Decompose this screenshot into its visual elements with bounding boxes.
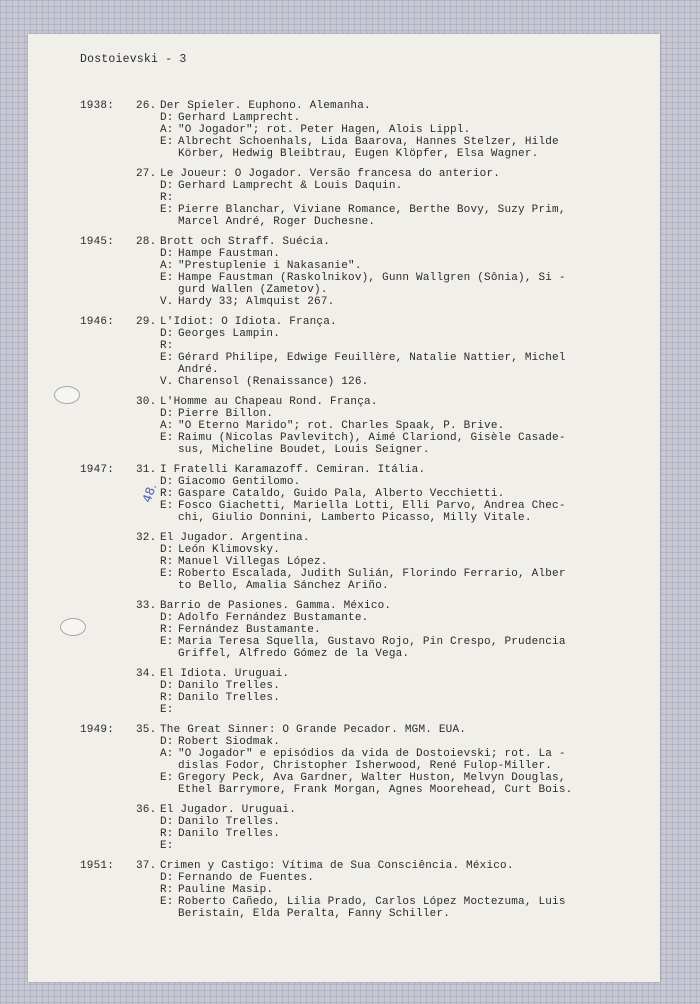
credit-value: Fosco Giachetti, Mariella Lotti, Elli Parvo, Andrea Chec-	[178, 500, 566, 512]
credit-key: D:	[160, 612, 174, 624]
film-entry	[80, 532, 572, 592]
credit-value: chi, Giulio Donnini, Lamberto Picasso, Milly Vitale.	[178, 512, 532, 524]
credit-line	[160, 444, 572, 456]
credit-line	[160, 352, 572, 364]
year-label: 1938:	[80, 100, 115, 112]
credit-value: Raimu (Nicolas Pavlevitch), Aimé Clariond, Gisèle Casade-	[178, 432, 566, 444]
credit-value: Manuel Villegas López.	[178, 556, 328, 568]
credit-key: R:	[160, 828, 174, 840]
credit-key: A:	[160, 124, 174, 136]
credit-key: D:	[160, 680, 174, 692]
film-entry	[80, 668, 572, 716]
year-label: 1947:	[80, 464, 115, 476]
credit-value: Beristain, Elda Peralta, Fanny Schiller.	[178, 908, 451, 920]
credit-line	[160, 692, 572, 704]
credit-line	[160, 580, 572, 592]
credit-value: Hampe Faustman (Raskolnikov), Gunn Wallgren (Sônia), Si -	[178, 272, 566, 284]
credit-value: Gregory Peck, Ava Gardner, Walter Huston, Melvyn Douglas,	[178, 772, 566, 784]
year-label: 1946:	[80, 316, 115, 328]
credit-line	[160, 748, 572, 760]
credit-line	[160, 340, 572, 352]
punch-hole-mark	[60, 618, 86, 636]
credit-key: E:	[160, 272, 174, 284]
film-title: El Jugador. Argentina.	[160, 532, 310, 544]
credit-value: Danilo Trelles.	[178, 828, 281, 840]
credit-key: A:	[160, 260, 174, 272]
credit-line	[160, 556, 572, 568]
entry-number: 32.	[136, 532, 157, 544]
film-title: El Idiota. Uruguai.	[160, 668, 290, 680]
film-title: Le Joueur: O Jogador. Versão francesa do anterior.	[160, 168, 501, 180]
credit-value: "O Jogador"; rot. Peter Hagen, Alois Lippl.	[178, 124, 471, 136]
year-label: 1945:	[80, 236, 115, 248]
credit-value: Gaspare Cataldo, Guido Pala, Alberto Vecchietti.	[178, 488, 505, 500]
credit-line	[160, 784, 572, 796]
punch-hole-mark	[54, 386, 80, 404]
handwritten-note: 48.	[139, 481, 160, 505]
credit-value: Danilo Trelles.	[178, 692, 281, 704]
credit-key: E:	[160, 896, 174, 908]
credit-line	[160, 260, 572, 272]
credit-key: E:	[160, 500, 174, 512]
credit-value: sus, Micheline Boudet, Louis Seigner.	[178, 444, 430, 456]
credit-value: Hardy 33; Almquist 267.	[178, 296, 335, 308]
entry-number: 29.	[136, 316, 157, 328]
credit-line	[160, 544, 572, 556]
credit-value: Robert Siodmak.	[178, 736, 281, 748]
credit-key: D:	[160, 408, 174, 420]
credit-value: Giacomo Gentilomo.	[178, 476, 301, 488]
credit-line	[160, 180, 572, 192]
film-entry	[80, 316, 572, 388]
credit-value: Pauline Masip.	[178, 884, 274, 896]
credit-key: R:	[160, 556, 174, 568]
credit-value: Gerhard Lamprecht & Louis Daquin.	[178, 180, 403, 192]
credit-value: Georges Lampin.	[178, 328, 281, 340]
credit-value	[178, 704, 572, 716]
credit-value: gurd Wallen (Zametov).	[178, 284, 328, 296]
credit-key: E:	[160, 636, 174, 648]
entry-number: 37.	[136, 860, 157, 872]
credit-key: E:	[160, 352, 174, 364]
credit-line	[160, 136, 572, 148]
year-label: 1951:	[80, 860, 115, 872]
credit-key: D:	[160, 180, 174, 192]
credit-line	[160, 704, 572, 716]
credit-key: V.	[160, 296, 174, 308]
credit-line	[160, 872, 572, 884]
credit-key: R:	[160, 884, 174, 896]
credit-key	[160, 784, 178, 796]
credit-line	[160, 612, 572, 624]
film-title: I Fratelli Karamazoff. Cemiran. Itália.	[160, 464, 426, 476]
credit-key: D:	[160, 544, 174, 556]
credit-value: Ethel Barrymore, Frank Morgan, Agnes Moorehead, Curt Bois.	[178, 784, 573, 796]
entry-number: 34.	[136, 668, 157, 680]
credit-key	[160, 284, 178, 296]
credit-value: León Klimovsky.	[178, 544, 281, 556]
credit-value: André.	[178, 364, 219, 376]
credit-line	[160, 272, 572, 284]
credit-key: D:	[160, 816, 174, 828]
film-entry	[80, 724, 572, 796]
credit-value	[178, 840, 572, 852]
credit-value: Gerhard Lamprecht.	[178, 112, 301, 124]
credit-line	[160, 636, 572, 648]
film-title: El Jugador. Uruguai.	[160, 804, 297, 816]
entry-number: 31.	[136, 464, 157, 476]
entry-number: 36.	[136, 804, 157, 816]
credit-key	[160, 444, 178, 456]
credit-line	[160, 364, 572, 376]
credit-line	[160, 284, 572, 296]
film-title: Der Spieler. Euphono. Alemanha.	[160, 100, 371, 112]
credit-line	[160, 760, 572, 772]
credit-key: A:	[160, 748, 174, 760]
credit-value	[178, 192, 572, 204]
credit-line	[160, 192, 572, 204]
credit-value: Körber, Hedwig Bleibtrau, Eugen Klöpfer, Elsa Wagner.	[178, 148, 539, 160]
credit-key: D:	[160, 328, 174, 340]
credit-line	[160, 624, 572, 636]
credit-key: E:	[160, 568, 174, 580]
credit-key	[160, 216, 178, 228]
film-entry	[80, 804, 572, 852]
credit-line	[160, 500, 572, 512]
credit-value: Fernando de Fuentes.	[178, 872, 315, 884]
credit-key: R:	[160, 340, 174, 352]
entry-number: 35.	[136, 724, 157, 736]
film-title: Barrio de Pasiones. Gamma. México.	[160, 600, 392, 612]
credit-line	[160, 204, 572, 216]
credit-line	[160, 124, 572, 136]
credit-key	[160, 648, 178, 660]
credit-line	[160, 112, 572, 124]
credit-key	[160, 760, 178, 772]
film-entry	[80, 236, 572, 308]
credit-value: Pierre Billon.	[178, 408, 274, 420]
credit-key: D:	[160, 736, 174, 748]
credit-value: "O Eterno Marido"; rot. Charles Spaak, P. Brive.	[178, 420, 505, 432]
entry-number: 26.	[136, 100, 157, 112]
film-entry	[80, 100, 572, 160]
credit-value: Roberto Cañedo, Lilia Prado, Carlos López Moctezuma, Luis	[178, 896, 566, 908]
film-title: L'Idiot: O Idiota. França.	[160, 316, 337, 328]
filmography-list	[80, 100, 572, 928]
credit-value: Danilo Trelles.	[178, 680, 281, 692]
credit-line	[160, 432, 572, 444]
film-entry	[80, 168, 572, 228]
credit-line	[160, 840, 572, 852]
entry-number: 28.	[136, 236, 157, 248]
credit-value: "Prestuplenie i Nakasanie".	[178, 260, 362, 272]
credit-value	[178, 340, 572, 352]
credit-line	[160, 896, 572, 908]
year-label: 1949:	[80, 724, 115, 736]
credit-value: to Bello, Amalia Sánchez Ariño.	[178, 580, 389, 592]
credit-key: E:	[160, 772, 174, 784]
film-title: L'Homme au Chapeau Rond. França.	[160, 396, 378, 408]
credit-line	[160, 828, 572, 840]
credit-line	[160, 376, 572, 388]
credit-value: Maria Teresa Squella, Gustavo Rojo, Pin Crespo, Prudencia	[178, 636, 566, 648]
credit-line	[160, 908, 572, 920]
credit-key	[160, 364, 178, 376]
credit-line	[160, 488, 572, 500]
credit-value: "O Jogador" e episódios da vida de Dostoievski; rot. La -	[178, 748, 566, 760]
credit-value: Pierre Blanchar, Viviane Romance, Berthe Bovy, Suzy Prim,	[178, 204, 566, 216]
credit-line	[160, 736, 572, 748]
entry-number: 27.	[136, 168, 157, 180]
credit-key: E:	[160, 704, 174, 716]
film-entry	[80, 860, 572, 920]
film-entry	[80, 396, 572, 456]
credit-value: Griffel, Alfredo Gómez de la Vega.	[178, 648, 410, 660]
credit-key: R:	[160, 192, 174, 204]
credit-line	[160, 884, 572, 896]
credit-key: E:	[160, 840, 174, 852]
credit-key	[160, 512, 178, 524]
credit-key: R:	[160, 692, 174, 704]
credit-key: V.	[160, 376, 174, 388]
credit-line	[160, 476, 572, 488]
credit-key: E:	[160, 204, 174, 216]
credit-line	[160, 420, 572, 432]
credit-key: D:	[160, 248, 174, 260]
credit-line	[160, 148, 572, 160]
credit-line	[160, 648, 572, 660]
credit-key: D:	[160, 872, 174, 884]
credit-line	[160, 248, 572, 260]
credit-value: Albrecht Schoenhals, Lida Baarova, Hannes Stelzer, Hilde	[178, 136, 559, 148]
credit-value: dislas Fodor, Christopher Isherwood, René Fulop-Miller.	[178, 760, 553, 772]
credit-value: Roberto Escalada, Judith Sulián, Florindo Ferrario, Alber	[178, 568, 566, 580]
paper-sheet	[28, 34, 660, 982]
entry-number: 30.	[136, 396, 157, 408]
page-header: Dostoievski - 3	[80, 53, 187, 66]
credit-key: R:	[160, 488, 174, 500]
credit-value: Fernández Bustamante.	[178, 624, 321, 636]
credit-value: Marcel André, Roger Duchesne.	[178, 216, 376, 228]
credit-value: Gérard Philipe, Edwige Feuillère, Natalie Nattier, Michel	[178, 352, 566, 364]
credit-value: Charensol (Renaissance) 126.	[178, 376, 369, 388]
credit-key	[160, 580, 178, 592]
credit-line	[160, 772, 572, 784]
credit-key	[160, 908, 178, 920]
film-title: Crimen y Castigo: Vítima de Sua Consciência. México.	[160, 860, 514, 872]
credit-key: D:	[160, 112, 174, 124]
credit-key	[160, 148, 178, 160]
credit-key: R:	[160, 624, 174, 636]
credit-value: Hampe Faustman.	[178, 248, 281, 260]
credit-line	[160, 680, 572, 692]
entry-number: 33.	[136, 600, 157, 612]
credit-key: E:	[160, 136, 174, 148]
film-entry	[80, 600, 572, 660]
credit-line	[160, 512, 572, 524]
credit-key: A:	[160, 420, 174, 432]
film-title: The Great Sinner: O Grande Pecador. MGM. EUA.	[160, 724, 467, 736]
credit-line	[160, 328, 572, 340]
credit-value: Adolfo Fernández Bustamante.	[178, 612, 369, 624]
credit-line	[160, 216, 572, 228]
film-title: Brott och Straff. Suécia.	[160, 236, 331, 248]
credit-value: Danilo Trelles.	[178, 816, 281, 828]
credit-line	[160, 816, 572, 828]
credit-key: E:	[160, 432, 174, 444]
credit-line	[160, 408, 572, 420]
credit-line	[160, 296, 572, 308]
credit-key: D:	[160, 476, 174, 488]
credit-line	[160, 568, 572, 580]
